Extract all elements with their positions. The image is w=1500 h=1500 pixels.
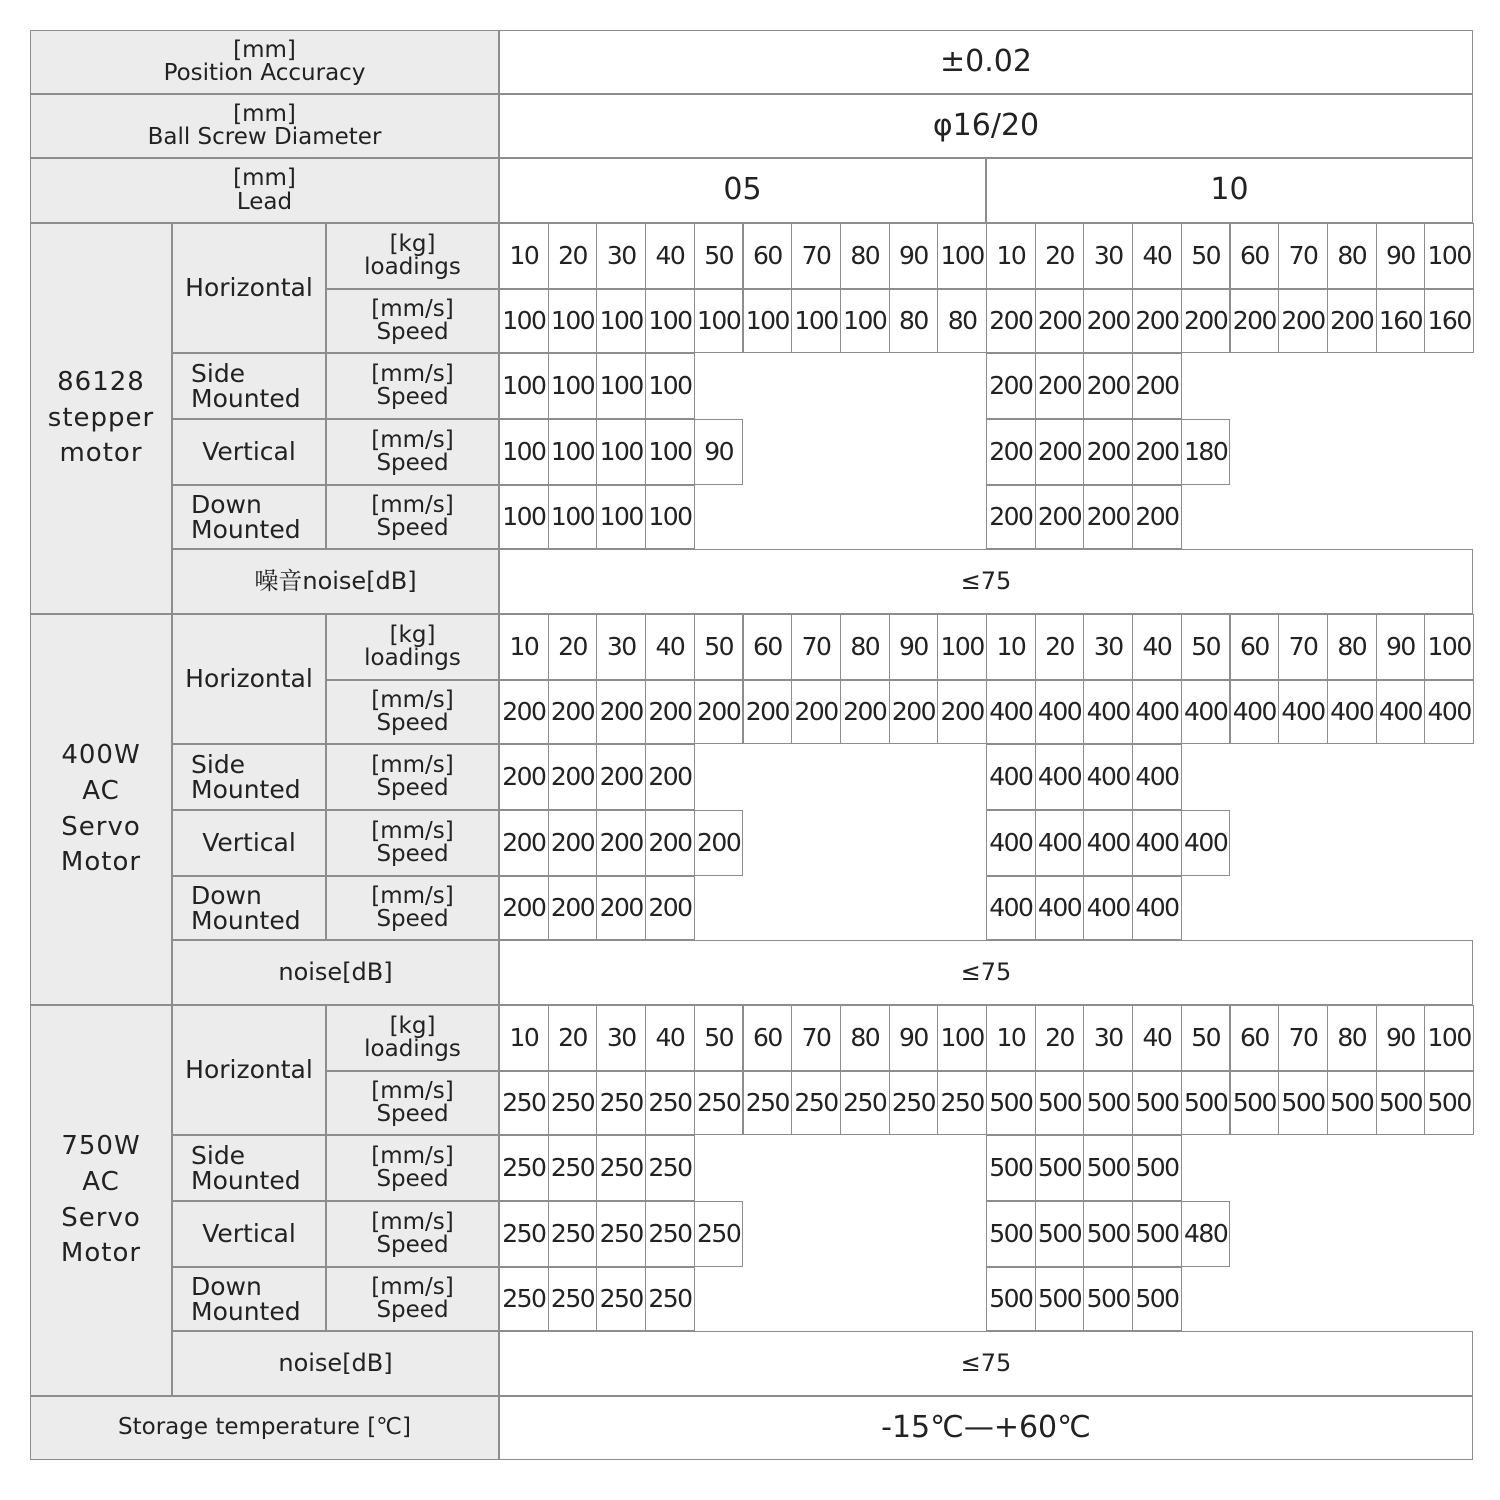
speed-cell: 500: [1424, 1071, 1474, 1135]
speed-cell: 250: [499, 1135, 549, 1201]
speed-cell: 500: [1035, 1201, 1085, 1267]
orientation-side: [172, 353, 326, 419]
loading-cell: 80: [1327, 223, 1377, 289]
speed-unit-text: [mm/s]: [371, 817, 454, 844]
spec-unit: [mm]: [233, 100, 296, 127]
speed-unit: [326, 289, 499, 353]
speed-unit: [326, 1267, 499, 1331]
orientation-label: Vertical: [202, 828, 296, 858]
spec-unit: [mm]: [233, 36, 296, 63]
speed-cell: 400: [1083, 876, 1133, 940]
speed-cell: 200: [1181, 289, 1231, 353]
lead-value-05: 05: [499, 158, 986, 223]
speed-cell: 400: [1132, 680, 1182, 744]
loading-cell: 10: [499, 1005, 549, 1071]
speed-cell: 400: [1278, 680, 1328, 744]
loading-cell: 60: [743, 223, 793, 289]
speed-cell: 400: [1132, 876, 1182, 940]
speed-label-text: Speed: [376, 906, 449, 932]
speed-label-text: Speed: [376, 450, 449, 476]
orientation-side: [172, 744, 326, 810]
speed-cell: 200: [548, 680, 598, 744]
speed-cell: 200: [694, 680, 744, 744]
spec-name: Ball Screw Diameter: [147, 124, 382, 150]
orientation-vertical: [172, 1201, 326, 1267]
orientation-label: Vertical: [202, 1219, 296, 1249]
lead-value-10: 10: [986, 158, 1473, 223]
speed-cell: 250: [791, 1071, 841, 1135]
speed-cell: 250: [840, 1071, 890, 1135]
speed-cell: 250: [548, 1267, 598, 1331]
spec-label-1: [30, 94, 499, 158]
speed-cell: 200: [596, 680, 646, 744]
loading-cell: 20: [548, 223, 598, 289]
speed-cell: 100: [596, 485, 646, 549]
speed-cell: 250: [499, 1267, 549, 1331]
speed-cell: 400: [1181, 680, 1231, 744]
speed-cell: 80: [889, 289, 939, 353]
noise-label: 噪音noise[dB]: [172, 549, 499, 614]
loading-cell: 100: [937, 1005, 987, 1071]
speed-unit-text: [mm/s]: [371, 1142, 454, 1169]
loading-cell: 100: [1424, 223, 1474, 289]
loading-cell: 90: [1376, 614, 1426, 680]
speed-label-text: Speed: [376, 1232, 449, 1258]
loading-cell: 90: [1376, 1005, 1426, 1071]
speed-cell: 200: [986, 485, 1036, 549]
speed-cell: 200: [937, 680, 987, 744]
loading-cell: 30: [1083, 614, 1133, 680]
loading-cell: 20: [1035, 1005, 1085, 1071]
speed-cell: 100: [645, 289, 695, 353]
speed-cell: 500: [1132, 1135, 1182, 1201]
loading-cell: 40: [645, 614, 695, 680]
speed-cell: 200: [499, 680, 549, 744]
speed-cell: 200: [1132, 353, 1182, 419]
loading-cell: 20: [1035, 223, 1085, 289]
speed-label-text: Speed: [376, 1101, 449, 1127]
loading-cell: 10: [499, 223, 549, 289]
speed-cell: 200: [645, 744, 695, 810]
speed-cell: 100: [645, 419, 695, 485]
motor-name: 750W AC Servo Motor: [60, 1130, 142, 1269]
loading-cell: 80: [840, 1005, 890, 1071]
speed-unit: [326, 485, 499, 549]
orientation-label: Down Mounted: [191, 489, 301, 544]
speed-label-text: Speed: [376, 1166, 449, 1192]
loading-unit-text: [kg]: [389, 1012, 436, 1039]
speed-unit-text: [mm/s]: [371, 686, 454, 713]
orientation-label: Vertical: [202, 437, 296, 467]
loading-cell: 20: [548, 614, 598, 680]
motor-name: 400W AC Servo Motor: [60, 739, 142, 878]
speed-unit: [326, 810, 499, 876]
loading-cell: 70: [791, 223, 841, 289]
speed-cell: 100: [791, 289, 841, 353]
speed-cell: 400: [1083, 680, 1133, 744]
lead-name: Lead: [236, 188, 293, 215]
speed-cell: 100: [499, 289, 549, 353]
speed-cell: 500: [986, 1135, 1036, 1201]
noise-label: noise[dB]: [172, 1331, 499, 1396]
speed-cell: 500: [1376, 1071, 1426, 1135]
speed-cell: 200: [1083, 289, 1133, 353]
speed-cell: 200: [499, 744, 549, 810]
speed-cell: 500: [1181, 1071, 1231, 1135]
speed-cell: 500: [1083, 1267, 1133, 1331]
speed-label-text: Speed: [376, 710, 449, 736]
speed-cell: 250: [645, 1071, 695, 1135]
speed-cell: 200: [986, 289, 1036, 353]
speed-cell: 100: [548, 289, 598, 353]
speed-cell: 400: [1035, 744, 1085, 810]
orientation-label: Side Mounted: [191, 749, 301, 804]
speed-cell: 100: [548, 419, 598, 485]
speed-cell: 200: [645, 810, 695, 876]
speed-cell: 200: [1083, 419, 1133, 485]
speed-cell: 200: [645, 876, 695, 940]
speed-unit: [326, 744, 499, 810]
speed-cell: 500: [1132, 1201, 1182, 1267]
orientation-down: [172, 485, 326, 549]
spec-value-1: φ16/20: [499, 94, 1473, 158]
loading-cell: 60: [1230, 223, 1280, 289]
speed-cell: 200: [1035, 485, 1085, 549]
speed-cell: 250: [499, 1201, 549, 1267]
loading-cell: 30: [1083, 223, 1133, 289]
loading-cell: 60: [743, 1005, 793, 1071]
loading-cell: 60: [1230, 1005, 1280, 1071]
orientation-horizontal: Horizontal: [172, 614, 326, 744]
noise-value: ≤75: [499, 940, 1473, 1005]
speed-cell: 200: [1278, 289, 1328, 353]
speed-cell: 400: [1132, 810, 1182, 876]
speed-cell: 100: [596, 419, 646, 485]
speed-label-text: Speed: [376, 384, 449, 410]
speed-cell: 100: [548, 485, 598, 549]
loading-cell: 30: [1083, 1005, 1133, 1071]
speed-cell: 200: [1132, 419, 1182, 485]
loading-cell: 40: [645, 1005, 695, 1071]
storage-value: -15℃—+60℃: [499, 1396, 1473, 1460]
speed-cell: 200: [694, 810, 744, 876]
loading-cell: 80: [840, 223, 890, 289]
orientation-vertical: [172, 810, 326, 876]
speed-cell: 400: [1181, 810, 1231, 876]
speed-cell: 250: [694, 1201, 744, 1267]
speed-cell: 200: [596, 744, 646, 810]
loading-cell: 100: [937, 223, 987, 289]
speed-cell: 180: [1181, 419, 1231, 485]
speed-cell: 200: [986, 419, 1036, 485]
loading-cell: 50: [694, 223, 744, 289]
speed-cell: 400: [986, 680, 1036, 744]
orientation-down: [172, 1267, 326, 1331]
loading-cell: 50: [1181, 223, 1231, 289]
speed-cell: 250: [499, 1071, 549, 1135]
speed-cell: 400: [1327, 680, 1377, 744]
orientation-label: Side Mounted: [191, 358, 301, 413]
speed-cell: 500: [1083, 1071, 1133, 1135]
orientation-label: Down Mounted: [191, 1271, 301, 1326]
speed-cell: 500: [1035, 1267, 1085, 1331]
speed-cell: 400: [1083, 810, 1133, 876]
speed-cell: 160: [1424, 289, 1474, 353]
loading-cell: 30: [596, 1005, 646, 1071]
speed-cell: 90: [694, 419, 744, 485]
motor-name-0: [30, 223, 172, 614]
noise-value: ≤75: [499, 549, 1473, 614]
loading-cell: 100: [1424, 614, 1474, 680]
speed-cell: 200: [1035, 289, 1085, 353]
loading-cell: 30: [596, 614, 646, 680]
speed-label-text: Speed: [376, 1297, 449, 1323]
speed-cell: 200: [1083, 485, 1133, 549]
loading-cell: 70: [791, 1005, 841, 1071]
speed-unit-text: [mm/s]: [371, 1208, 454, 1235]
speed-cell: 200: [1083, 353, 1133, 419]
speed-cell: 250: [548, 1135, 598, 1201]
loading-label-text: loadings: [364, 1036, 461, 1062]
noise-value: ≤75: [499, 1331, 1473, 1396]
storage-label: Storage temperature [℃]: [30, 1396, 499, 1460]
speed-cell: 250: [645, 1201, 695, 1267]
spec-label-0: [30, 30, 499, 94]
speed-cell: 200: [596, 876, 646, 940]
spec-name: Position Accuracy: [163, 60, 366, 86]
loading-cell: 40: [1132, 1005, 1182, 1071]
loading-cell: 90: [889, 223, 939, 289]
speed-cell: 200: [1132, 485, 1182, 549]
speed-cell: 500: [1035, 1135, 1085, 1201]
speed-unit-text: [mm/s]: [371, 751, 454, 778]
speed-cell: 100: [499, 485, 549, 549]
speed-unit-text: [mm/s]: [371, 295, 454, 322]
speed-cell: 100: [596, 289, 646, 353]
spec-value-0: ±0.02: [499, 30, 1473, 94]
speed-cell: 250: [596, 1135, 646, 1201]
speed-unit: [326, 876, 499, 940]
speed-cell: 80: [937, 289, 987, 353]
speed-cell: 200: [1230, 289, 1280, 353]
speed-cell: 100: [645, 485, 695, 549]
speed-cell: 200: [889, 680, 939, 744]
loading-cell: 70: [1278, 1005, 1328, 1071]
speed-cell: 500: [1132, 1071, 1182, 1135]
speed-cell: 400: [1230, 680, 1280, 744]
speed-cell: 100: [499, 419, 549, 485]
loading-cell: 30: [596, 223, 646, 289]
speed-cell: 500: [1230, 1071, 1280, 1135]
loading-cell: 100: [937, 614, 987, 680]
motor-name-1: [30, 614, 172, 1005]
speed-unit: [326, 680, 499, 744]
loading-cell: 90: [889, 1005, 939, 1071]
loading-cell: 90: [1376, 223, 1426, 289]
speed-cell: 250: [889, 1071, 939, 1135]
speed-cell: 100: [840, 289, 890, 353]
loading-cell: 50: [1181, 1005, 1231, 1071]
loading-cell: 40: [1132, 614, 1182, 680]
speed-cell: 500: [1278, 1071, 1328, 1135]
loading-label-text: loadings: [364, 254, 461, 280]
speed-cell: 200: [791, 680, 841, 744]
speed-label-text: Speed: [376, 841, 449, 867]
speed-cell: 250: [743, 1071, 793, 1135]
speed-cell: 500: [1083, 1135, 1133, 1201]
speed-cell: 200: [986, 353, 1036, 419]
lead-label: [30, 158, 499, 223]
loading-cell: 50: [694, 614, 744, 680]
loading-cell: 10: [499, 614, 549, 680]
speed-cell: 200: [548, 876, 598, 940]
orientation-side: [172, 1135, 326, 1201]
speed-unit-text: [mm/s]: [371, 360, 454, 387]
orientation-down: [172, 876, 326, 940]
speed-cell: 200: [645, 680, 695, 744]
speed-cell: 400: [986, 744, 1036, 810]
loading-cell: 10: [986, 614, 1036, 680]
speed-cell: 100: [743, 289, 793, 353]
speed-cell: 200: [1132, 289, 1182, 353]
speed-unit-text: [mm/s]: [371, 882, 454, 909]
loading-cell: 80: [1327, 1005, 1377, 1071]
speed-cell: 200: [1327, 289, 1377, 353]
loading-cell: 20: [548, 1005, 598, 1071]
speed-cell: 100: [645, 353, 695, 419]
loading-cell: 90: [889, 614, 939, 680]
speed-cell: 250: [596, 1071, 646, 1135]
speed-cell: 400: [986, 810, 1036, 876]
loading-cell: 70: [791, 614, 841, 680]
speed-unit: [326, 1201, 499, 1267]
loading-cell: 20: [1035, 614, 1085, 680]
speed-cell: 500: [986, 1201, 1036, 1267]
loading-cell: 10: [986, 223, 1036, 289]
loading-cell: 60: [743, 614, 793, 680]
orientation-horizontal: Horizontal: [172, 223, 326, 353]
loading-unit: [326, 1005, 499, 1071]
loading-unit: [326, 223, 499, 289]
speed-cell: 200: [548, 744, 598, 810]
lead-unit: [mm]: [233, 165, 296, 192]
speed-cell: 400: [1376, 680, 1426, 744]
orientation-horizontal: Horizontal: [172, 1005, 326, 1135]
loading-label-text: loadings: [364, 645, 461, 671]
speed-label-text: Speed: [376, 515, 449, 541]
loading-cell: 40: [645, 223, 695, 289]
speed-cell: 400: [1035, 680, 1085, 744]
loading-cell: 80: [840, 614, 890, 680]
speed-label-text: Speed: [376, 319, 449, 345]
orientation-vertical: [172, 419, 326, 485]
speed-cell: 200: [743, 680, 793, 744]
loading-cell: 10: [986, 1005, 1036, 1071]
speed-unit-text: [mm/s]: [371, 426, 454, 453]
speed-cell: 250: [548, 1201, 598, 1267]
speed-cell: 160: [1376, 289, 1426, 353]
speed-cell: 250: [596, 1201, 646, 1267]
loading-cell: 50: [694, 1005, 744, 1071]
loading-cell: 50: [1181, 614, 1231, 680]
loading-cell: 70: [1278, 614, 1328, 680]
speed-cell: 500: [986, 1071, 1036, 1135]
speed-unit: [326, 1135, 499, 1201]
speed-cell: 250: [596, 1267, 646, 1331]
speed-cell: 500: [1035, 1071, 1085, 1135]
speed-cell: 100: [596, 353, 646, 419]
loading-unit-text: [kg]: [389, 621, 436, 648]
noise-label: noise[dB]: [172, 940, 499, 1005]
speed-cell: 400: [1083, 744, 1133, 810]
speed-cell: 250: [645, 1135, 695, 1201]
speed-cell: 200: [499, 810, 549, 876]
speed-cell: 200: [548, 810, 598, 876]
speed-cell: 250: [548, 1071, 598, 1135]
speed-cell: 400: [986, 876, 1036, 940]
loading-cell: 40: [1132, 223, 1182, 289]
speed-cell: 100: [499, 353, 549, 419]
speed-unit-text: [mm/s]: [371, 491, 454, 518]
speed-cell: 500: [1327, 1071, 1377, 1135]
speed-cell: 200: [596, 810, 646, 876]
loading-unit-text: [kg]: [389, 230, 436, 257]
motor-name-2: [30, 1005, 172, 1396]
loading-unit: [326, 614, 499, 680]
speed-label-text: Speed: [376, 775, 449, 801]
speed-unit-text: [mm/s]: [371, 1077, 454, 1104]
speed-unit: [326, 419, 499, 485]
speed-cell: 200: [499, 876, 549, 940]
speed-cell: 200: [840, 680, 890, 744]
speed-cell: 480: [1181, 1201, 1231, 1267]
speed-unit: [326, 353, 499, 419]
motor-name: 86128 stepper motor: [47, 366, 155, 469]
loading-cell: 70: [1278, 223, 1328, 289]
speed-cell: 250: [694, 1071, 744, 1135]
loading-cell: 60: [1230, 614, 1280, 680]
loading-cell: 80: [1327, 614, 1377, 680]
speed-unit-text: [mm/s]: [371, 1273, 454, 1300]
speed-cell: 100: [548, 353, 598, 419]
speed-cell: 200: [1035, 419, 1085, 485]
speed-cell: 400: [1132, 744, 1182, 810]
speed-cell: 400: [1035, 810, 1085, 876]
speed-cell: 500: [986, 1267, 1036, 1331]
speed-cell: 400: [1424, 680, 1474, 744]
speed-cell: 100: [694, 289, 744, 353]
speed-cell: 400: [1035, 876, 1085, 940]
speed-cell: 250: [937, 1071, 987, 1135]
speed-unit: [326, 1071, 499, 1135]
speed-cell: 500: [1083, 1201, 1133, 1267]
speed-cell: 500: [1132, 1267, 1182, 1331]
orientation-label: Down Mounted: [191, 880, 301, 935]
loading-cell: 100: [1424, 1005, 1474, 1071]
orientation-label: Side Mounted: [191, 1140, 301, 1195]
speed-cell: 200: [1035, 353, 1085, 419]
speed-cell: 250: [645, 1267, 695, 1331]
